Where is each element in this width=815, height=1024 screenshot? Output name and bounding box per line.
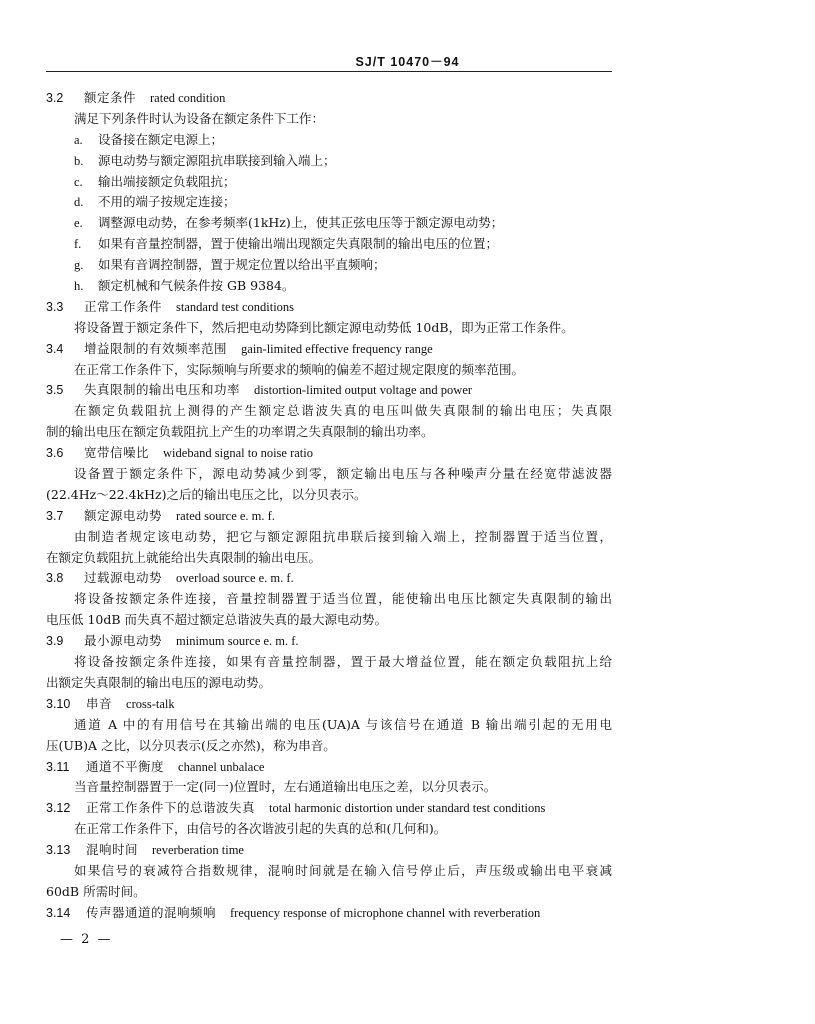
section-3-7-text-line-1: 由制造者规定该电动势，把它与额定源阻抗串联后接到输入端上，控制器置于适当位置， [74, 528, 612, 544]
section-heading-3-7: 3.7 额定源电动势 rated source e. m. f. [46, 507, 275, 523]
list-item: c. 输出端接额定负载阻抗； [74, 173, 236, 189]
section-heading-3-12: 3.12 正常工作条件下的总谐波失真 total harmonic distortion under standard test conditions [46, 800, 546, 816]
section-3-8-text-line-2: 电压低 10dB 而失真不超过额定总谐波失真的最大源电动势。 [46, 612, 388, 628]
section-3-10-text-line-2: 压(UB)A 之比，以分贝表示(反之亦然)，称为串音。 [46, 737, 336, 753]
list-item: g. 如果有音调控制器，置于规定位置以给出平直频响； [74, 257, 386, 273]
section-3-11-text: 当音量控制器置于一定(同一)位置时，左右通道输出电压之差，以分贝表示。 [74, 779, 497, 795]
section-3-6-text-line-1: 设备置于额定条件下，源电动势减少到零，额定输出电压与各种噪声分量在经宽带滤波器 [74, 466, 612, 482]
list-item: f. 如果有音量控制器，置于使输出端出现额定失真限制的输出电压的位置； [74, 236, 499, 252]
section-3-9-text-line-2: 出额定失真限制的输出电压的源电动势。 [46, 674, 272, 690]
section-3-2-intro: 满足下列条件时认为设备在额定条件下工作： [74, 110, 325, 126]
section-3-13-text-line-2: 60dB 所需时间。 [46, 883, 146, 899]
section-heading-3-3: 3.3 正常工作条件 standard test conditions [46, 298, 295, 314]
section-3-3-text: 将设备置于额定条件下，然后把电动势降到比额定源电动势低 10dB，即为正常工作条件。 [74, 319, 574, 335]
section-heading-3-6: 3.6 宽带信噪比 wideband signal to noise ratio [46, 445, 313, 461]
section-heading-3-14: 3.14 传声器通道的混响频响 frequency response of microphone channel with reverberation [46, 904, 541, 920]
section-heading-3-13: 3.13 混响时间 reverberation time [46, 842, 244, 858]
section-3-12-text: 在正常工作条件下，由信号的各次谐波引起的失真的总和(几何和)。 [74, 821, 447, 837]
section-heading-3-4: 3.4 增益限制的有效频率范围 gain-limited effective frequency range [46, 340, 433, 356]
section-3-5-text-line-1: 在额定负载阻抗上测得的产生额定总谐波失真的电压叫做失真限制的输出电压；失真限 [74, 403, 612, 419]
list-item: h. 额定机械和气候条件按 GB 9384。 [74, 278, 295, 294]
section-3-4-text: 在正常工作条件下，实际频响与所要求的频响的偏差不超过规定限度的频率范围。 [74, 361, 525, 377]
header-rule [46, 71, 612, 72]
document-body [46, 88, 612, 924]
list-item: d. 不用的端子按规定连接； [74, 194, 236, 210]
section-heading-3-10: 3.10 串音 cross-talk [46, 695, 175, 711]
section-3-7-text-line-2: 在额定负载阻抗上就能给出失真限制的输出电压。 [46, 549, 322, 565]
list-item: a. 设备接在额定电源上； [74, 131, 224, 147]
list-item: e. 调整源电动势，在参考频率(1kHz)上，使其正弦电压等于额定源电动势； [74, 215, 504, 231]
section-heading-3-8: 3.8 过载源电动势 overload source e. m. f. [46, 570, 294, 586]
section-3-8-text-line-1: 将设备按额定条件连接，音量控制器置于适当位置，能使输出电压比额定失真限制的输出 [74, 591, 612, 607]
section-heading-3-11: 3.11 通道不平衡度 channel unbalace [46, 758, 265, 774]
page-number: — 2 — [60, 932, 113, 947]
section-3-10-text-line-1: 通道 A 中的有用信号在其输出端的电压(UA)A 与该信号在通道 B 输出端引起的无用电 [74, 716, 612, 732]
document-code-header: SJ/T 10470－94 [355, 55, 460, 69]
section-3-13-text-line-1: 如果信号的衰减符合指数规律，混响时间就是在输入信号停止后，声压级或输出电平衰减 [74, 862, 612, 878]
section-3-5-text-line-2: 制的输出电压在额定负载阻抗上产生的功率谓之失真限制的输出功率。 [46, 424, 434, 440]
list-item: b. 源电动势与额定源阻抗串联接到输入端上； [74, 152, 336, 168]
section-heading-3-5: 3.5 失真限制的输出电压和功率 distortion-limited output voltage and power [46, 382, 473, 398]
section-3-9-text-line-1: 将设备按额定条件连接，如果有音量控制器，置于最大增益位置，能在额定负载阻抗上给 [74, 654, 612, 670]
section-heading-3-9: 3.9 最小源电动势 minimum source e. m. f. [46, 633, 299, 649]
section-heading-3-2: 3.2 额定条件 rated condition [46, 90, 226, 105]
section-3-6-text-line-2: (22.4Hz～22.4kHz)之后的输出电压之比，以分贝表示。 [46, 486, 367, 502]
